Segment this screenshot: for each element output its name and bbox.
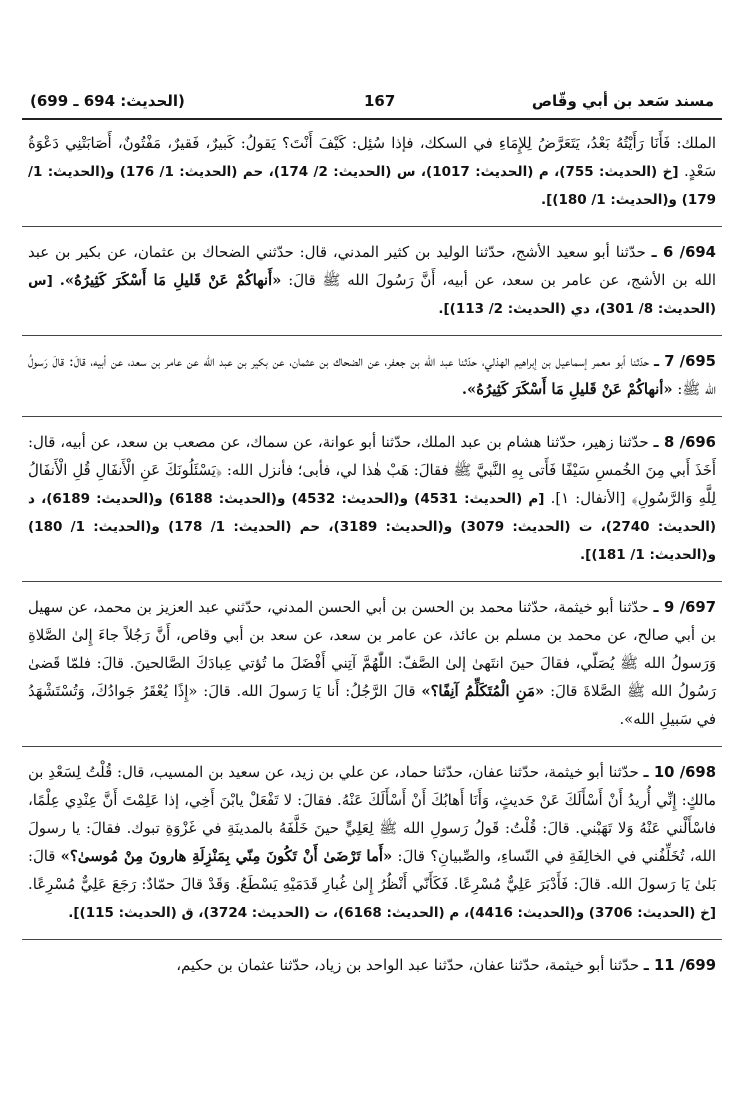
hadith-paragraph: [28, 130, 716, 214]
hadith-paragraph: [28, 239, 716, 323]
hadith-text: الملك: فَأَنَا رَأَيْتُهُ بَعْدُ، يَتَعَرَّضُ لِلإِمَاءِ في السكك، فإذا سُئِل: كَيْفَ أَنْتَ؟ يَقولُ: كَبيرٌ، فَقيرٌ، مَفْتُونٌ، أَصَابَتْنِي دَعْوَةُ سَعْدٍ.: [28, 135, 716, 180]
running-header: [22, 88, 722, 116]
hadith-references: [م (الحديث: 4531) و(الحديث: 4532) و(الحديث: 6188) و(الحديث: 6189)، د (الحديث: 2740)، ت (الحديث: 3079) و(الحديث: 3189)، حم (الحديث: 1/ 178) و(الحديث: 1/ 180) و(الحديث: 1/ 181)].: [28, 491, 716, 563]
separator-rule: [22, 581, 722, 582]
separator-rule: [22, 226, 722, 227]
header-rule: [22, 118, 722, 120]
hadith-text: حدّثنا أبو خيثمة، حدّثنا عفان، حدّثنا حماد، عن علي بن زيد، عن سعيد بن المسيب، قال: قُلْتُ لِسَعْدِ بن مالكٍ: إِنِّي أُريدُ أَنْ أَسْأَلَكَ عَنْ حَديثٍ، وَأَنَا أَهابُكَ أَنْ أَسْأَلَكَ عَنْهُ. فقالَ: لا تَفْعَلْ يابْنَ أَخِي، إذا عَلِمْتَ أَنَّ عِنْدِي عِلْمًا، فاسْأَلْني عَنْهُ وَلا تَهَبْني. قالَ: قُلْتُ: قَولُ رَسولِ الله ﷺ لِعَلِيٍّ حينَ خَلَّفَهُ بالمدينَةِ في غَزْوَةِ تبوك. فقالَ: يا رسولَ الله، تُخَلِّفُني في الخالِفَةِ في النّساءِ، والصِّبيانِ؟ قالَ:: [28, 764, 716, 865]
hadith-text: حدّثنا أبو خيثمة، حدّثنا محمد بن الحسن بن أبي الحسن المدني، حدّثني عبد العزيز بن محمد، عن سهيل بن أبي صالح، عن محمد بن مسلم بن عائذ، عن عامر بن سعد، عن سعد بن أبي وقاص، أَنَّ رَجُلاً جاءَ إِلىٰ الصَّلاةِ وَرَسولُ الله ﷺ يُصَلّي، فقالَ حينَ انتَهىٰ إلىٰ الصَّفّ: اللّٰهُمَّ آتِني أَفْضَلَ ما تُؤتي عِبادَكَ الصَّالحينَ. قالَ: فلمّا قَضىٰ رَسُولُ الله ﷺ الصَّلاةَ قالَ:: [28, 599, 716, 700]
book-page: [22, 0, 722, 1104]
hadith-number: 698/ 10 ـ: [643, 764, 716, 781]
prophetic-saying: «أنهاكُمْ عَنْ قَليلِ مَا أَسْكَرَ كَثِيرُهُ».: [461, 381, 673, 398]
hadith-paragraph: [28, 594, 716, 734]
separator-rule: [22, 416, 722, 417]
prophetic-saying: «مَنِ الْمُتَكَلِّمُ آنِفًا؟»: [421, 683, 545, 700]
hadith-paragraph: [28, 348, 716, 404]
hadith-references: [خ (الحديث: 755)، م (الحديث: 1017)، س (الحديث: 2/ 174)، حم (الحديث: 1/ 176) و(الحديث: 1/ 179) و(الحديث: 1/ 180)].: [28, 164, 716, 208]
hadith-number: 697/ 9 ـ: [653, 599, 716, 616]
prophetic-saying: «أَما تَرْضَىٰ أَنْ تَكُونَ مِنّي بِمَنْزِلَةِ هارونَ مِنْ مُوسىٰ؟»: [60, 848, 393, 865]
page-number: 167: [364, 92, 396, 110]
prophetic-saying: «أَنهاكُمْ عَنْ قَليلِ مَا أَسْكَرَ كَثِيرُهُ».: [59, 272, 282, 289]
hadith-paragraph: [28, 429, 716, 569]
separator-rule: [22, 746, 722, 747]
page-body: [22, 130, 722, 992]
header-title: مسند سَعد بن أبي وقّاص: [531, 92, 714, 110]
hadith-text-continued: قالَ: بَلىٰ يَا رَسولَ الله. قالَ: فَأَدْبَرَ عَلِيٌّ مُسْرِعًا. فَكَأَنّي أَنْظُرُ إِلىٰ غُبارِ قَدَمَيْهِ يَسْطَعُ. وَقَدْ قالَ حمّادٌ: رَجَعَ عَلِيٌّ مُسْرِعًا.: [28, 848, 716, 893]
hadith-text: حدّثنا زهير، حدّثنا هشام بن عبد الملك، حدّثنا أبو عوانة، عن سماك، عن مصعب بن سعد، عن أبيه، قال: أَخَذَ أَبي مِنَ الخُمسِ سَيْفًا فَأَتى بِهِ النَّبيَّ ﷺ فقالَ: هَبْ هٰذا لي، فأبى؛ فأنزل الله: ﴿يَسْئَلُونَكَ عَنِ الْأَنفَالِ قُلِ الْأَنفَالُ لِلَّهِ وَالرَّسُولِ﴾ [الأنفال: ١].: [28, 434, 716, 507]
hadith-number: 695/ 7 ـ: [653, 353, 716, 370]
hadith-references: [خ (الحديث: 3706) و(الحديث: 4416)، م (الحديث: 6168)، ت (الحديث: 3724)، ق (الحديث: 115)].: [68, 905, 716, 921]
separator-rule: [22, 939, 722, 940]
hadith-number: 696/ 8 ـ: [653, 434, 716, 451]
hadith-number: 699/ 11 ـ: [643, 957, 716, 974]
hadith-text-continued: قالَ الرَّجُلُ: أَنا يَا رَسولَ الله. قالَ: «إِذًا يُعْقَرُ جَوادُكَ، وَتُسْتَشْهَدُ في سَبيلِ الله».: [28, 683, 716, 728]
hadith-text: حدّثنا أبو معمر إسماعيل بن إبراهيم الهذلي، حدّثنا عبد الله بن جعفر، عن الضحاك بن عثمان، عن بكير بن عبد الله عن عامر بن سعد، عن أبيه، قالَ: قالَ رَسولُ الله ﷺ:: [28, 353, 716, 398]
separator-rule: [22, 335, 722, 336]
hadith-paragraph: [28, 759, 716, 927]
hadith-text: حدّثنا أبو خيثمة، حدّثنا عفان، حدّثنا عبد الواحد بن زياد، حدّثنا عثمان بن حكيم،: [176, 957, 640, 974]
hadith-number: 694/ 6 ـ: [651, 244, 716, 261]
hadith-references: [س (الحديث: 8/ 301)، دي (الحديث: 2/ 113)].: [28, 273, 716, 317]
hadith-paragraph: [28, 952, 716, 980]
hadith-text: حدّثنا أبو سعيد الأشج، حدّثنا الوليد بن كثير المدني، قال: حدّثني الضحاك بن عثمان، عن بكير بن عبد الله بن الأشج، عن عامر بن سعد، عن أبيه، أَنَّ رَسُولَ الله ﷺ قالَ:: [28, 244, 716, 289]
hadith-range: (الحديث: 694 ـ 699): [30, 92, 185, 110]
